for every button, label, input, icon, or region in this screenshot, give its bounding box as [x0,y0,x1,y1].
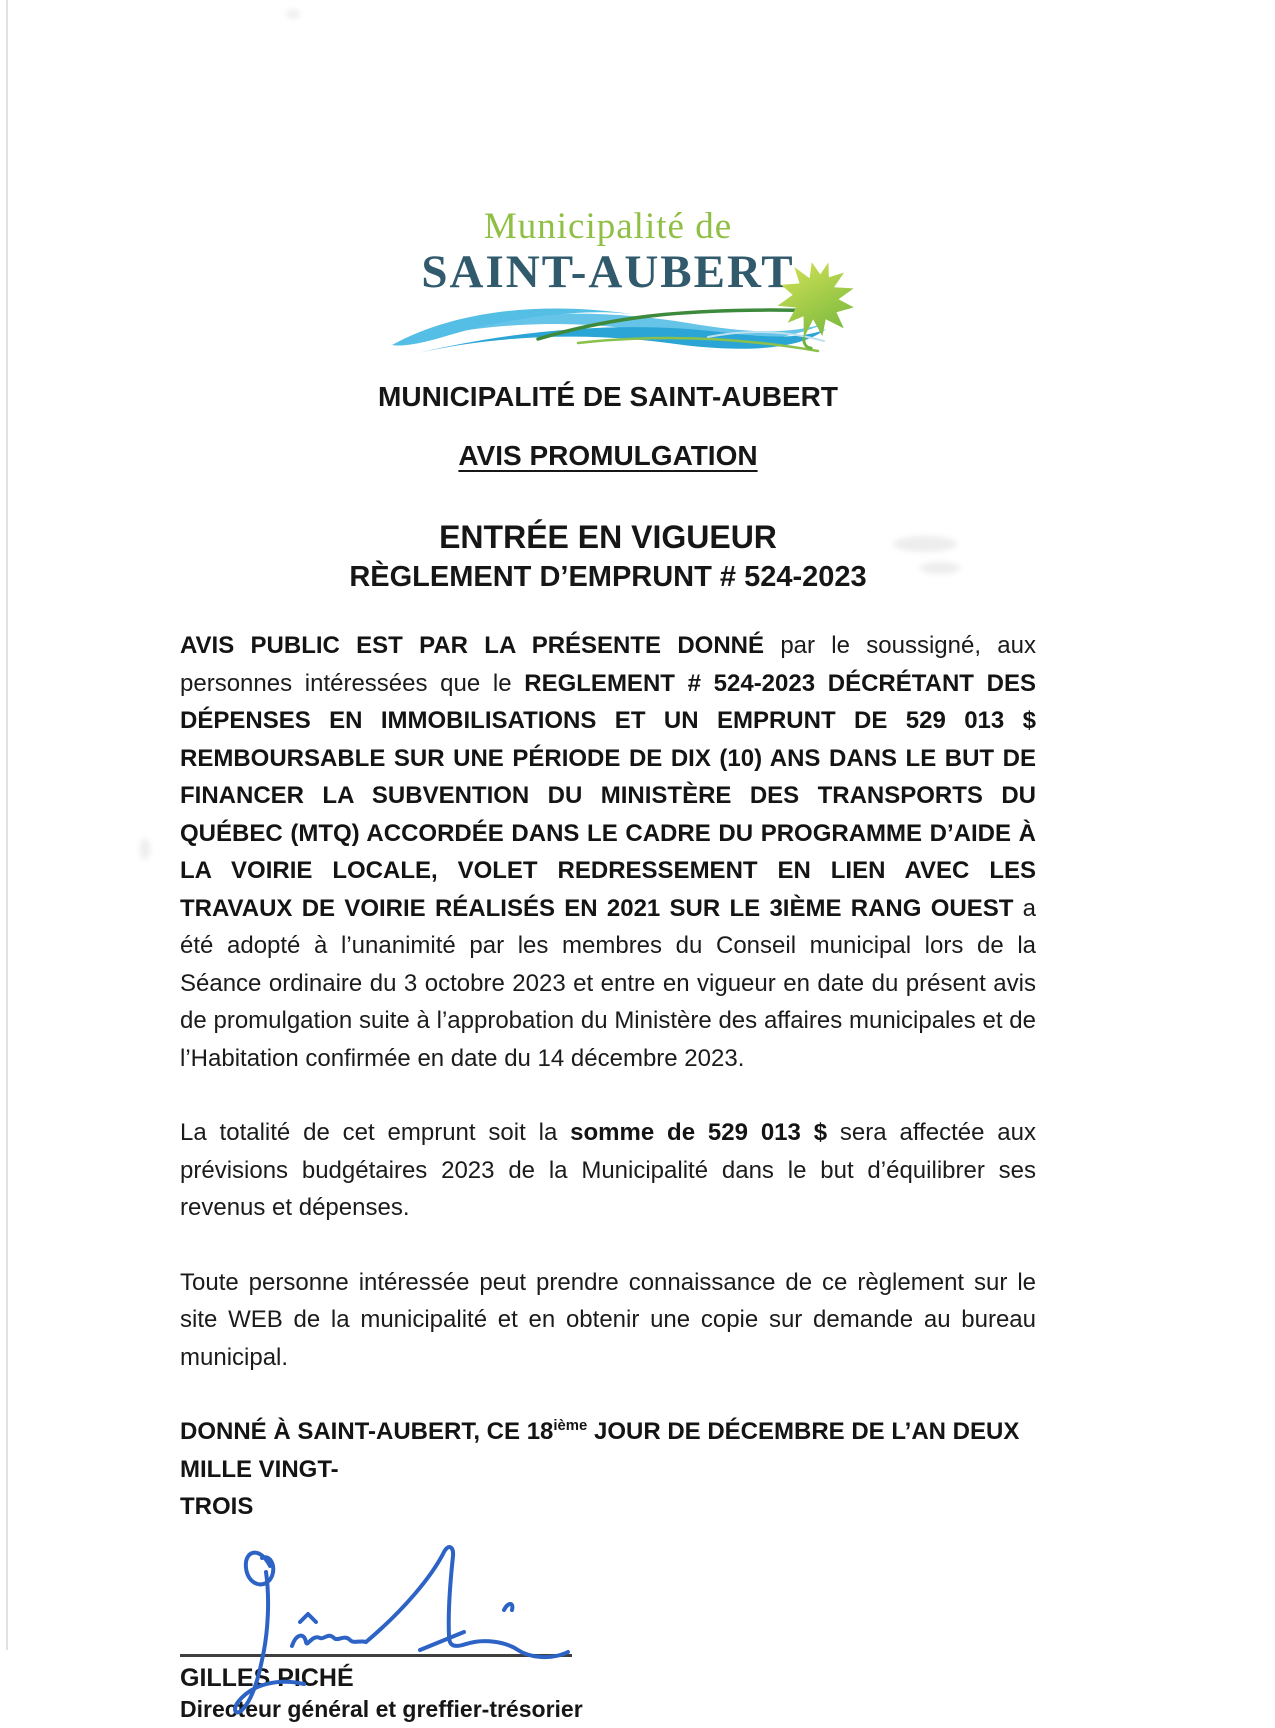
donne-line2: TROIS [180,1493,254,1521]
avis-public-bold-reglement: REGLEMENT # 524-2023 DÉCRÉTANT DES DÉPENSES EN IMMOBILISATIONS ET UN EMPRUNT DE 529 013 $ REMBOURSABLE SUR UNE PÉRIODE DE DIX (10) ANS DANS LE BUT DE FINANCER LA SUBVENTION DU MINISTÈRE DES TRANSPORTS DU QUÉBEC (MTQ) ACCORDÉE DANS LE CADRE DU PROGRAMME D’AIDE À LA VOIRIE LOCALE, VOLET REDRESSEMENT EN LIEN AVEC LES TRAVAUX DE VOIRIE RÉALISÉS EN 2021 SUR LE 3IÈME RANG OUEST [180,669,1036,922]
heading-notice-type: AVIS PROMULGATION [458,440,758,472]
heading-reglement-emprunt: RÈGLEMENT D’EMPRUNT # 524-2023 [349,561,867,594]
heading-entree-en-vigueur: ENTRÉE EN VIGUEUR [439,519,777,556]
document-content [180,0,1036,1723]
paragraph-avis-public [180,627,1036,1077]
avis-public-regular-2: a été adopté à l’unanimité par les membres du Conseil municipal lors de la Séance ordinaire du 3 octobre 2023 et entre en vigueur en date du présent avis de promulgation suite à l’approbation du Ministère des affaires municipales et de l’Habitation confirmée en date du 14 décembre 2023. [180,894,1036,1072]
signatory-name: GILLES PICHÉ [180,1663,354,1692]
avis-public-regular-1: par le soussigné, aux personnes intéressées que le [180,632,1036,697]
municipality-logo [388,205,828,355]
logo-text-saint-aubert: SAINT-AUBERT [421,246,795,298]
paragraph-toute-personne: Toute personne intéressée peut prendre connaissance de ce règlement sur le site WEB de la municipalité et en obtenir une copie sur demande au bureau municipal. [180,1268,1036,1371]
donne-part1: DONNÉ À SAINT-AUBERT, CE 18 [180,1418,554,1446]
signature-line [180,1654,572,1657]
paragraph-donne-a [180,1413,1036,1526]
signature-block [180,1542,1036,1723]
scan-smudge [140,838,150,860]
wave-swoosh-graphic [388,293,828,355]
maple-leaf-icon [776,257,860,349]
logo-text-municipalite-de: Municipalité de [483,206,733,247]
scan-artifact-left-edge [6,0,8,1650]
heading-municipality: MUNICIPALITÉ DE SAINT-AUBERT [378,381,838,413]
donne-ordinal-superscript: ième [553,1418,588,1435]
totalite-regular-2: sera affectée aux prévisions budgétaires 2023 de la Municipalité dans le but d’équilibrer ses revenus et dépenses. [180,1119,1036,1222]
totalite-bold-somme: somme de 529 013 $ [570,1119,828,1147]
avis-public-bold-intro: AVIS PUBLIC EST PAR LA PRÉSENTE DONNÉ [180,632,765,660]
totalite-regular-1: La totalité de cet emprunt soit la [180,1119,571,1147]
signatory-title: Directeur général et greffier-trésorier [180,1695,583,1722]
signature-space [180,1542,1036,1654]
paragraph-totalite-emprunt [180,1114,1036,1227]
donne-part2: JOUR DE DÉCEMBRE DE L’AN DEUX MILLE VINGT- [180,1418,1020,1483]
